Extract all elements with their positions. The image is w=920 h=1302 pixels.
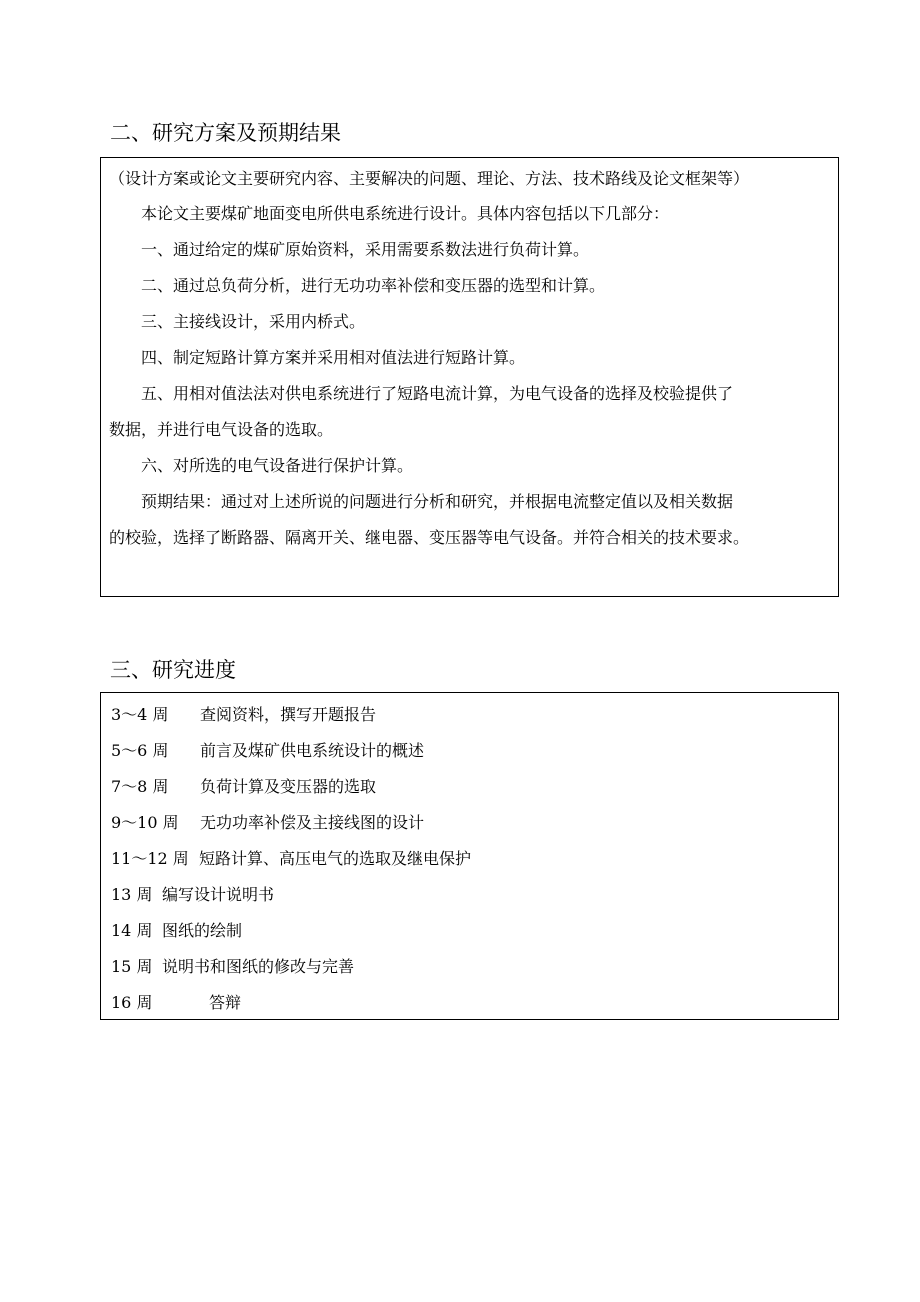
schedule-task: 查阅资料，撰写开题报告: [200, 705, 377, 724]
schedule-row: [111, 913, 830, 949]
schedule-task: 短路计算、高压电气的选取及继电保护: [199, 849, 472, 868]
research-plan-box: [100, 157, 839, 597]
plan-paragraph: 五、用相对值法法对供电系统进行了短路电流计算，为电气设备的选择及校验提供了: [141, 384, 734, 403]
schedule-task: 说明书和图纸的修改与完善: [162, 957, 355, 976]
schedule-week: 14 周: [111, 921, 153, 940]
schedule-week: 7～8 周: [111, 777, 169, 796]
schedule-task: 前言及煤矿供电系统设计的概述: [200, 741, 425, 760]
schedule-row: [111, 769, 830, 805]
expected-results-continued: 的校验，选择了断路器、隔离开关、继电器、变压器等电气设备。并符合相关的技术要求。: [109, 528, 750, 547]
plan-instruction: （设计方案或论文主要研究内容、主要解决的问题、理论、方法、技术路线及论文框架等）: [109, 169, 750, 188]
section-heading-research-schedule: 三、研究进度: [110, 658, 236, 682]
section-heading-research-plan: 二、研究方案及预期结果: [110, 121, 341, 145]
plan-paragraph: 四、制定短路计算方案并采用相对值法进行短路计算。: [141, 348, 526, 367]
plan-paragraph: 本论文主要煤矿地面变电所供电系统进行设计。具体内容包括以下几部分：: [141, 204, 670, 223]
plan-paragraph: 三、主接线设计，采用内桥式。: [141, 312, 366, 331]
schedule-row: [111, 877, 830, 913]
expected-results-paragraph: 预期结果：通过对上述所说的问题进行分析和研究，并根据电流整定值以及相关数据: [141, 492, 734, 511]
plan-paragraph: 六、对所选的电气设备进行保护计算。: [141, 456, 414, 475]
plan-paragraph: 二、通过总负荷分析，进行无功功率补偿和变压器的选型和计算。: [141, 276, 606, 295]
schedule-task: 编写设计说明书: [162, 885, 275, 904]
schedule-task: 图纸的绘制: [162, 921, 243, 940]
schedule-week: 13 周: [111, 885, 153, 904]
schedule-row: [111, 841, 830, 877]
plan-paragraph: 一、通过给定的煤矿原始资料，采用需要系数法进行负荷计算。: [141, 240, 590, 259]
schedule-row: [111, 805, 830, 841]
schedule-week: 16 周: [111, 993, 153, 1012]
schedule-week: 5～6 周: [111, 741, 169, 760]
schedule-row: [111, 985, 830, 1021]
schedule-week: 3～4 周: [111, 705, 169, 724]
schedule-task: 无功功率补偿及主接线图的设计: [200, 813, 425, 832]
schedule-task: 答辩: [209, 993, 242, 1012]
research-schedule-box: [100, 692, 839, 1020]
plan-paragraph-continued: 数据，并进行电气设备的选取。: [109, 420, 334, 439]
schedule-row: [111, 949, 830, 985]
schedule-row: [111, 697, 830, 733]
schedule-task: 负荷计算及变压器的选取: [200, 777, 377, 796]
schedule-week: 11～12 周: [111, 849, 189, 868]
schedule-week: 15 周: [111, 957, 153, 976]
schedule-week: 9～10 周: [111, 813, 179, 832]
schedule-row: [111, 733, 830, 769]
